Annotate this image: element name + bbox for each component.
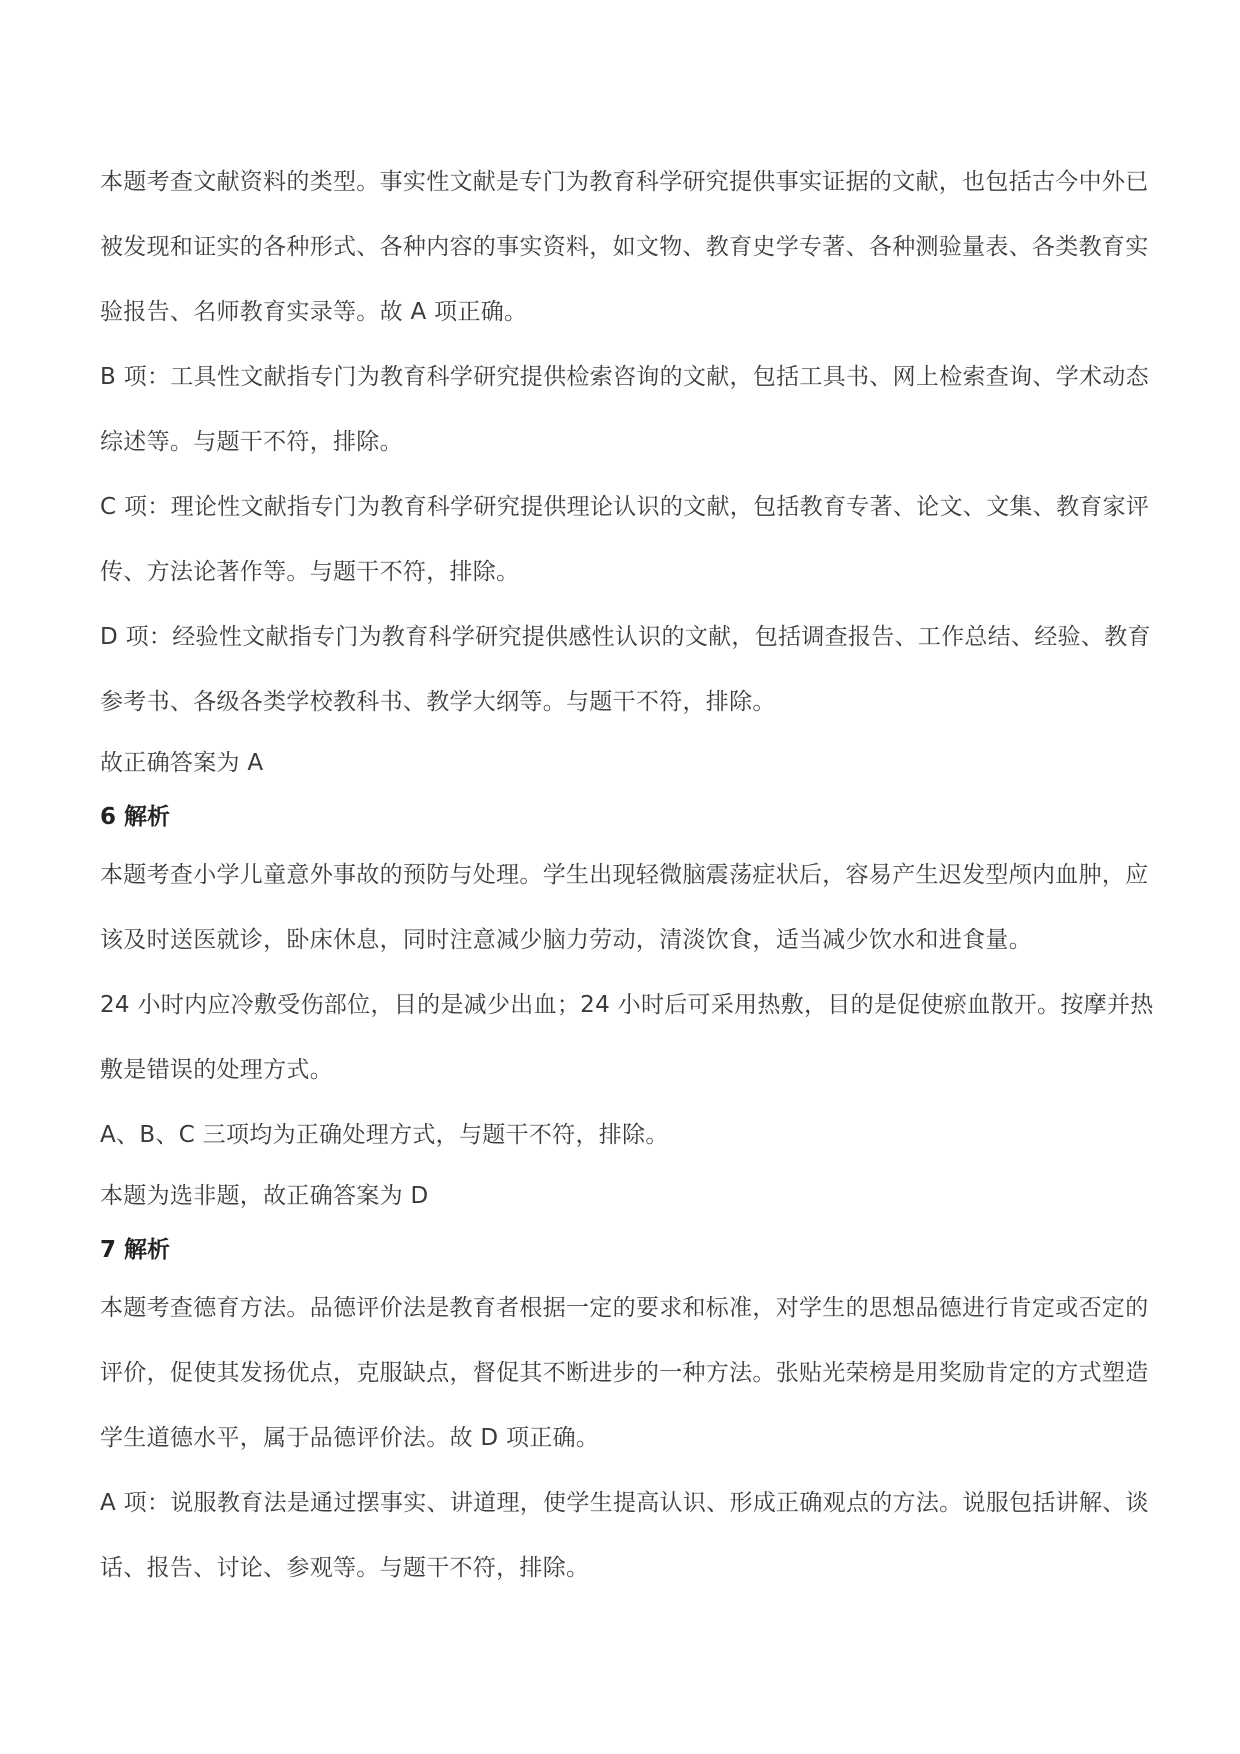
paragraph-5-option-b: B 项：工具性文献指专门为教育科学研究提供检索咨询的文献，包括工具书、网上检索查询、学术动态综述等。与题干不符，排除。 [100, 364, 1149, 455]
paragraph-7-moral-evaluation: 本题考查德育方法。品德评价法是教育者根据一定的要求和标准，对学生的思想品德进行肯定或否定的评价，促使其发扬优点，克服缺点，督促其不断进步的一种方法。张贴光荣榜是用奖励肯定的方式塑造学生道德水平，属于品德评价法。故 D 项正确。 [100, 1295, 1149, 1451]
paragraph-6-answer: 本题为选非题，故正确答案为 D [100, 1183, 429, 1209]
paragraph-7-option-a: A 项：说服教育法是通过摆事实、讲道理，使学生提高认识、形成正确观点的方法。说服包括讲解、谈话、报告、讨论、参观等。与题干不符，排除。 [100, 1490, 1149, 1581]
paragraph-6-concussion: 本题考查小学儿童意外事故的预防与处理。学生出现轻微脑震荡症状后，容易产生迟发型颅内血肿，应该及时送医就诊，卧床休息，同时注意减少脑力劳动，清淡饮食，适当减少饮水和进食量。 [100, 862, 1149, 953]
paragraph-5-fact-literature: 本题考查文献资料的类型。事实性文献是专门为教育科学研究提供事实证据的文献，也包括古今中外已被发现和证实的各种形式、各种内容的事实资料，如文物、教育史学专著、各种测验量表、各类教育实验报告、名师教育实录等。故 A 项正确。 [100, 169, 1149, 325]
paragraph-6-cold-hot-compress: 24 小时内应冷敷受伤部位，目的是减少出血；24 小时后可采用热敷，目的是促使瘀血散开。按摩并热敷是错误的处理方式。 [100, 992, 1154, 1083]
paragraph-5-answer: 故正确答案为 A [100, 750, 264, 776]
paragraph-5-option-c: C 项：理论性文献指专门为教育科学研究提供理论认识的文献，包括教育专著、论文、文集、教育家评传、方法论著作等。与题干不符，排除。 [100, 494, 1150, 585]
document-page [100, 150, 1162, 1601]
heading-question-7: 7 解析 [100, 1237, 171, 1263]
paragraph-6-options-abc: A、B、C 三项均为正确处理方式，与题干不符，排除。 [100, 1122, 669, 1148]
paragraph-5-option-d: D 项：经验性文献指专门为教育科学研究提供感性认识的文献，包括调查报告、工作总结、经验、教育参考书、各级各类学校教科书、教学大纲等。与题干不符，排除。 [100, 624, 1151, 715]
heading-question-6: 6 解析 [100, 804, 171, 830]
